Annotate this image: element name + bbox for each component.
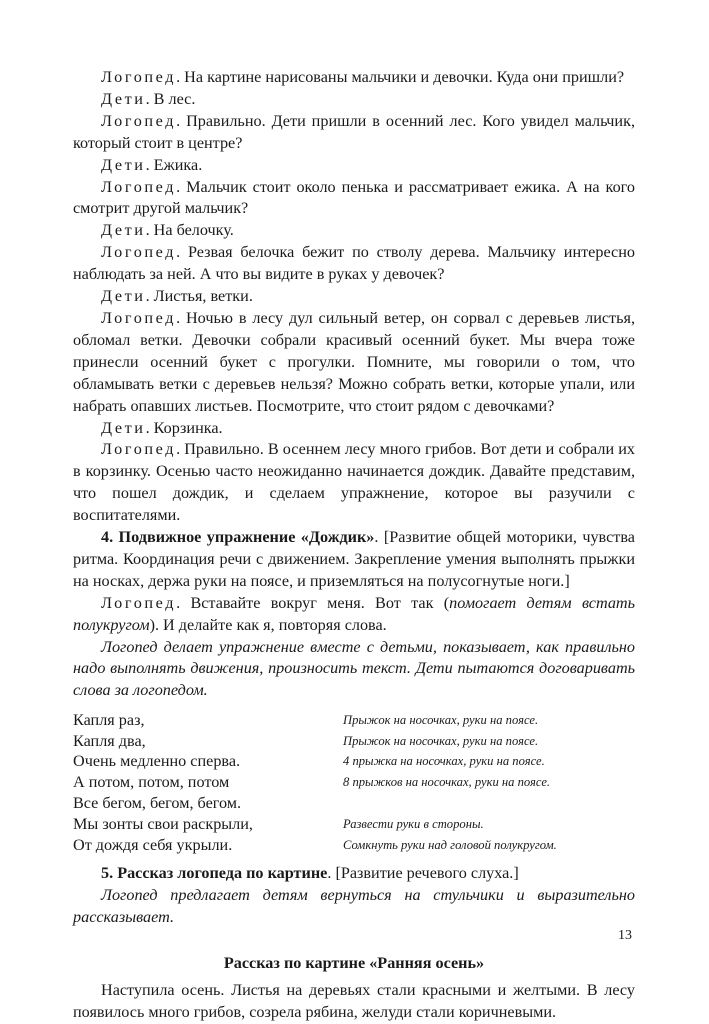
dialogue-line: Дети. На белочку.: [101, 221, 234, 240]
story-title: Рассказ по картине «Ранняя осень»: [223, 953, 485, 972]
poem: [73, 710, 635, 856]
poem-row: А потом, потом, потом 8 прыжков на носочках, руки на поясе.: [73, 773, 551, 792]
page-text: [73, 67, 635, 1024]
dialogue-line: Логопед. На картине нарисованы мальчики и девочки. Куда они пришли?: [101, 68, 625, 86]
stage-note: Логопед делает упражнение вместе с детьми, показывает, как правильно надо выполнять движения, произносить текст. Дети пытаются договаривать слова за логопедом.: [73, 637, 635, 700]
dialogue-line: Логопед. Резвая белочка бежит по стволу дерева. Мальчику интересно наблюдать за ней. А что вы видите в руках у девочек?: [73, 243, 635, 284]
poem-row: Капля раз, Прыжок на носочках, руки на поясе.: [73, 710, 539, 729]
poem-row: Все бегом, бегом, бегом.: [73, 793, 242, 812]
dialogue-line: Логопед. Мальчик стоит около пенька и рассматривает ежика. А на кого смотрит другой мальчик?: [73, 177, 635, 218]
dialogue-line: Дети. Корзинка.: [101, 418, 223, 437]
dialogue-line: Логопед. Ночью в лесу дул сильный ветер, он сорвал с деревьев листья, обломал ветки. Девочки собрали красивый осенний букет. Мы вчера тоже принесли осенний букет с прогулки. Помните, мы говорили о том, что обламывать ветки с деревьев нельзя? Можно собрать ветки, которые упали, или набрать опавших листьев. Посмотрите, что стоит рядом с девочками?: [73, 308, 635, 415]
section-5-heading: 5. Рассказ логопеда по картине: [101, 863, 328, 882]
exercise-4-heading: 4. Подвижное упражнение «Дождик»: [101, 528, 375, 547]
dialogue: [73, 67, 635, 527]
instruction-paragraph: Логопед. Вставайте вокруг меня. Вот так (помогает детям встать полукругом). И делайте как я, повторяя слова.: [73, 593, 635, 634]
exercise-4-paragraph: 4. Подвижное упражнение «Дождик». [Развитие общей моторики, чувства ритма. Координация речи с движением. Закрепление умения выполнять прыжки на носках, держа руки на поясе, и приземляться на полусогнутые ноги.]: [73, 528, 635, 590]
poem-row: Капля два, Прыжок на носочках, руки на поясе.: [73, 731, 539, 750]
section-5-note: Логопед предлагает детям вернуться на стульчики и выразительно рассказывает.: [73, 885, 635, 926]
poem-row: От дождя себя укрыли. Сомкнуть руки над головой полукругом.: [73, 835, 557, 854]
dialogue-line: Дети. Листья, ветки.: [101, 287, 253, 306]
dialogue-line: Логопед. Правильно. Дети пришли в осенний лес. Кого увидел мальчик, который стоит в центре?: [73, 111, 635, 152]
poem-row: Мы зонты свои раскрыли, Развести руки в стороны.: [73, 814, 484, 833]
dialogue-line: Логопед. Правильно. В осеннем лесу много грибов. Вот дети и собрали их в корзинку. Осенью часто неожиданно начинается дождик. Давайте представим, что пошел дождик, и сделаем упражнение, которое вы разучили с воспитателями.: [73, 440, 635, 525]
page-number: 13: [618, 928, 632, 943]
section-5-paragraph: 5. Рассказ логопеда по картине. [Развитие речевого слуха.]: [101, 863, 519, 882]
dialogue-line: Дети. Ежика.: [101, 155, 203, 174]
dialogue-line: Дети. В лес.: [101, 89, 196, 108]
poem-row: Очень медленно сперва. 4 прыжка на носочках, руки на поясе.: [73, 752, 545, 771]
story-text: Наступила осень. Листья на деревьях стали красными и желтыми. В лесу появилось много грибов, созрела рябина, желуди стали коричневыми.: [73, 981, 635, 1022]
